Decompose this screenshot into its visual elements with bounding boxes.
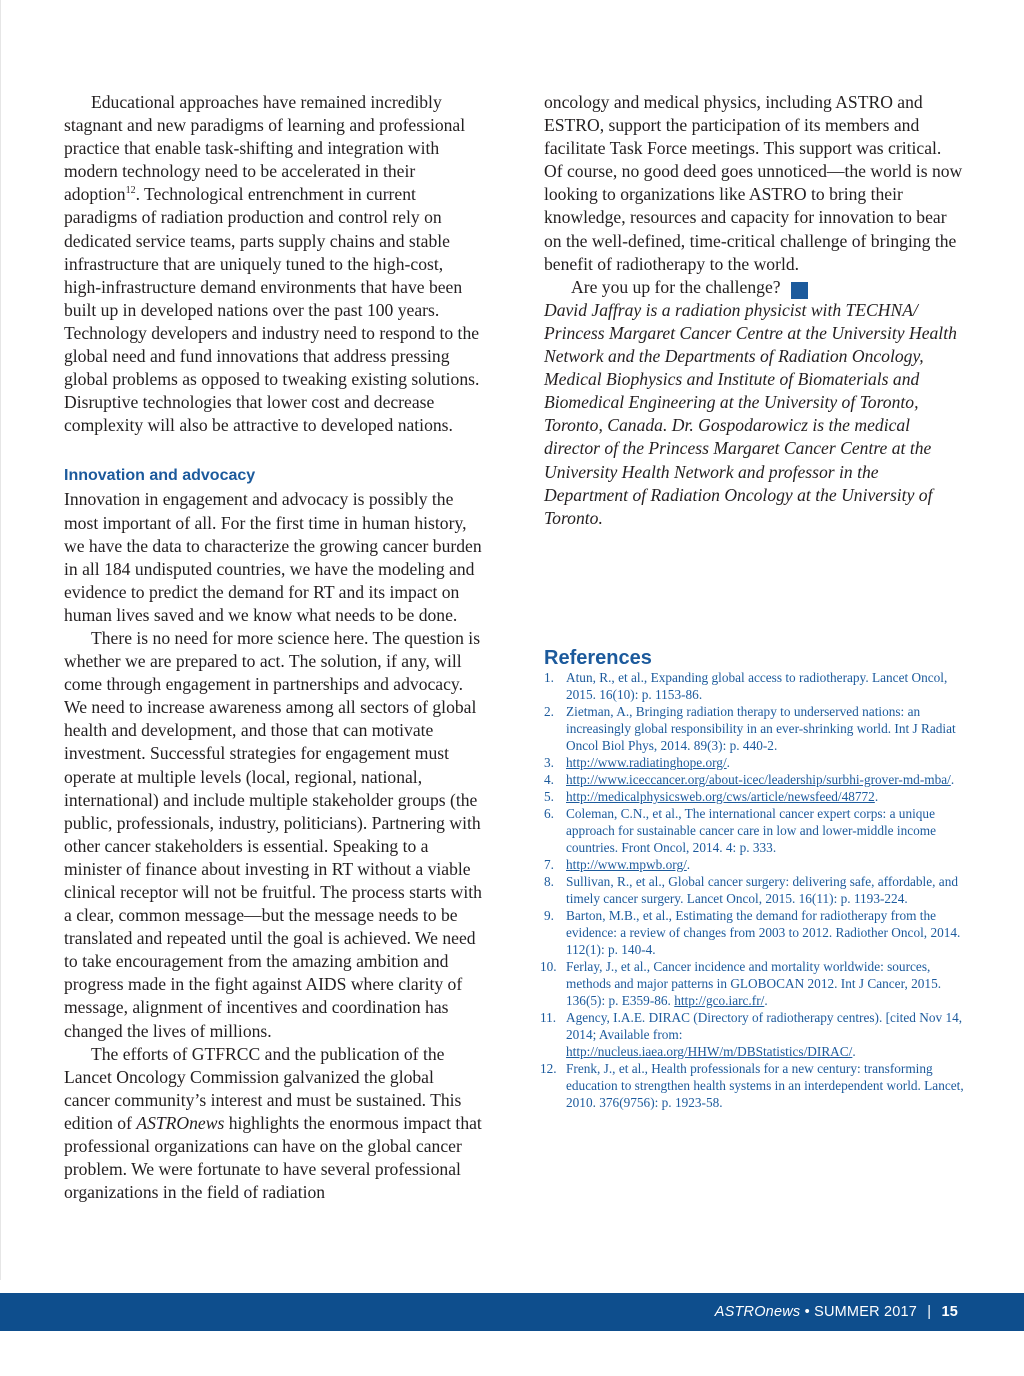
astro-end-mark-icon: A <box>791 282 808 299</box>
references-title: References <box>544 647 652 669</box>
reference-text: Frenk, J., et al., Health professionals for a new century: transforming education to strengthen health systems in an interdependent world. Lancet, 2010. 376(9756): p. 1923-58. <box>566 1061 964 1110</box>
left-column <box>64 91 484 1204</box>
reference-link[interactable]: http://nucleus.iaea.org/HHW/m/DBStatistics/DIRAC/ <box>566 1044 853 1059</box>
reference-item <box>544 788 964 805</box>
reference-link[interactable]: http://www.mpwb.org/ <box>566 857 687 872</box>
reference-text: Atun, R., et al., Expanding global access to radiotherapy. Lancet Oncol, 2015. 16(10): p. 1153-86. <box>566 670 948 702</box>
reference-punctuation: . <box>852 1044 856 1059</box>
reference-link[interactable]: http://gco.iarc.fr/ <box>674 993 765 1008</box>
reference-text: Barton, M.B., et al., Estimating the demand for radiotherapy from the evidence: a review of changes from 2003 to 2012. Radiother Oncol, 2014. 112(1): p. 140-4. <box>566 908 961 957</box>
footer-separator: • <box>804 1304 810 1320</box>
reference-number: 1. <box>544 670 554 685</box>
reference-text: Agency, I.A.E. DIRAC (Directory of radiotherapy centres). [cited Nov 14, 2014; Available from: <box>566 1010 963 1042</box>
reference-number: 12. <box>540 1061 557 1076</box>
reference-number: 4. <box>544 772 554 787</box>
footer-bar <box>0 1293 1024 1331</box>
reference-punctuation: . <box>764 993 768 1008</box>
reference-punctuation: . <box>726 755 730 770</box>
reference-number: 2. <box>544 704 554 719</box>
reference-item <box>540 958 964 1009</box>
reference-item <box>544 873 964 907</box>
reference-item <box>540 1009 964 1060</box>
reference-number: 3. <box>544 755 554 770</box>
reference-link[interactable]: http://www.iceccancer.org/about-icec/leadership/surbhi-grover-md-mba/ <box>566 772 951 787</box>
reference-number: 5. <box>544 789 554 804</box>
page-number: 15 <box>941 1304 958 1320</box>
references-list <box>540 669 964 1111</box>
reference-text: Ferlay, J., et al., Cancer incidence and mortality worldwide: sources, methods and major patterns in GLOBOCAN 2012. Int J Cancer, 2015. 136(5): p. E359-86. <box>566 959 942 1008</box>
reference-number: 8. <box>544 874 554 889</box>
citation-superscript: 12 <box>125 185 136 197</box>
reference-punctuation: . <box>950 772 955 787</box>
section-heading: Innovation and advocacy <box>64 467 256 485</box>
footer-divider: | <box>927 1304 932 1320</box>
left-paragraph-2: Innovation in engagement and advocacy is possibly the most important of all. For the first time in human history, we have the data to characterize the growing cancer burden in all 184 undisputed countries, we have the modeling and evidence to predict the demand for RT and its impact on human lives saved and we know what needs to be done. <box>64 489 482 625</box>
reference-number: 11. <box>540 1010 557 1025</box>
reference-number: 7. <box>544 857 554 872</box>
footer-publication: ASTROnews <box>714 1304 801 1320</box>
reference-text: Sullivan, R., et al., Global cancer surgery: delivering safe, affordable, and timely cancer surgery. Lancet Oncol, 2015. 16(11): p. 1193-224. <box>566 874 959 906</box>
reference-item <box>544 669 964 703</box>
footer-text <box>715 1293 958 1331</box>
reference-item <box>544 771 964 788</box>
reference-punctuation: . <box>874 789 879 804</box>
reference-link[interactable]: http://medicalphysicsweb.org/cws/article/newsfeed/48772 <box>566 789 875 804</box>
right-paragraph-2: Are you up for the challenge? A <box>571 276 827 298</box>
reference-text: Coleman, C.N., et al., The international cancer expert corps: a unique approach for sustainable cancer care in low and lower-middle income countries. Front Oncol, 2014. 4: p. 333. <box>566 806 937 855</box>
left-paragraph-4: The efforts of GTFRCC and the publication of the Lancet Oncology Commission galvanized the global cancer community’s interest and must be sustained. This edition of ASTROnews highlights the enormous impact that professional organizations can have on the global cancer problem. We were fortunate to have several professional organizations in the field of radiation <box>64 1043 482 1203</box>
publication-name: ASTROnews <box>136 1112 225 1133</box>
left-paragraph-3: There is no need for more science here. The question is whether we are prepared to act. The solution, if any, will come through engagement in partnerships and advocacy. We need to increase awareness among all sectors of global health and development, and those that can motivate investment. Successful strategies for engagement must operate at multiple levels (local, regional, national, international) and include multiple stakeholder groups (the public, professionals, industry, politicians). Partnering with other cancer stakeholders is essential. Speaking to a minister of finance about investing in RT without a viable clinical receptor will not be fruitful. The process starts with a clear, common message—but the message needs to be translated and repeated until the goal is achieved. We need to take encouragement from the amazing ambition and progress made in the fight against AIDS where clarity of message, alignment of incentives and coordination has changed the lives of millions. <box>64 627 482 1041</box>
reference-item <box>544 907 964 958</box>
reference-number: 9. <box>544 908 554 923</box>
reference-item <box>544 805 964 856</box>
reference-number: 10. <box>540 959 557 974</box>
reference-text: Zietman, A., Bringing radiation therapy to underserved nations: an increasingly global responsibility in an ever-shrinking world. Int J Radiat Oncol Biol Phys, 2014. 89(3): p. 440-2. <box>566 704 956 753</box>
left-paragraph-1: Educational approaches have remained incredibly stagnant and new paradigms of learning and professional practice that enable task-shifting and integration with modern technology need to be accelerated in their adoption$^{12}$. Technological entrenchment in current paradigms of radiation production and control rely on dedicated service teams, parts supply chains and stable infrastructure that are uniquely tuned to the high-cost, high-infrastructure demand environments that have been built up in developed nations over the past 100 years. Technology developers and industry need to respond to the global need and fund innovations that address pressing global problems as opposed to tweaking existing solutions. Disruptive technologies that lower cost and decrease complexity will also be attractive to developed nations. <box>64 92 480 436</box>
reference-item <box>544 754 964 771</box>
reference-item <box>544 703 964 754</box>
reference-item <box>544 856 964 873</box>
footer-issue: SUMMER 2017 <box>814 1304 918 1320</box>
right-column <box>544 91 964 530</box>
reference-item <box>540 1060 964 1111</box>
right-paragraph-1: oncology and medical physics, including ASTRO and ESTRO, support the participation of its members and facilitate Task Force meetings. This support was critical. Of course, no good deed goes unnoticed—the world is now looking to organizations like ASTRO to bring their knowledge, resources and capacity for innovation to bear on the well-defined, time-critical challenge of bringing the benefit of radiotherapy to the world. <box>544 92 963 274</box>
page-edge <box>0 0 1 1280</box>
reference-number: 6. <box>544 806 554 821</box>
reference-punctuation: . <box>686 857 691 872</box>
reference-link[interactable]: http://www.radiatinghope.org/ <box>566 755 727 770</box>
author-bio: David Jaffray is a radiation physicist with TECHNA/ Princess Margaret Cancer Centre at the University Health Network and the Departments of Radiation Oncology, Medical Biophysics and Institute of Biomaterials and Biomedical Engineering at the University of Toronto, Toronto, Canada. Dr. Gospodarowicz is the medical director of the Princess Margaret Cancer Centre at the University Health Network and professor in the Department of Radiation Oncology at the University of Toronto. <box>544 299 957 528</box>
